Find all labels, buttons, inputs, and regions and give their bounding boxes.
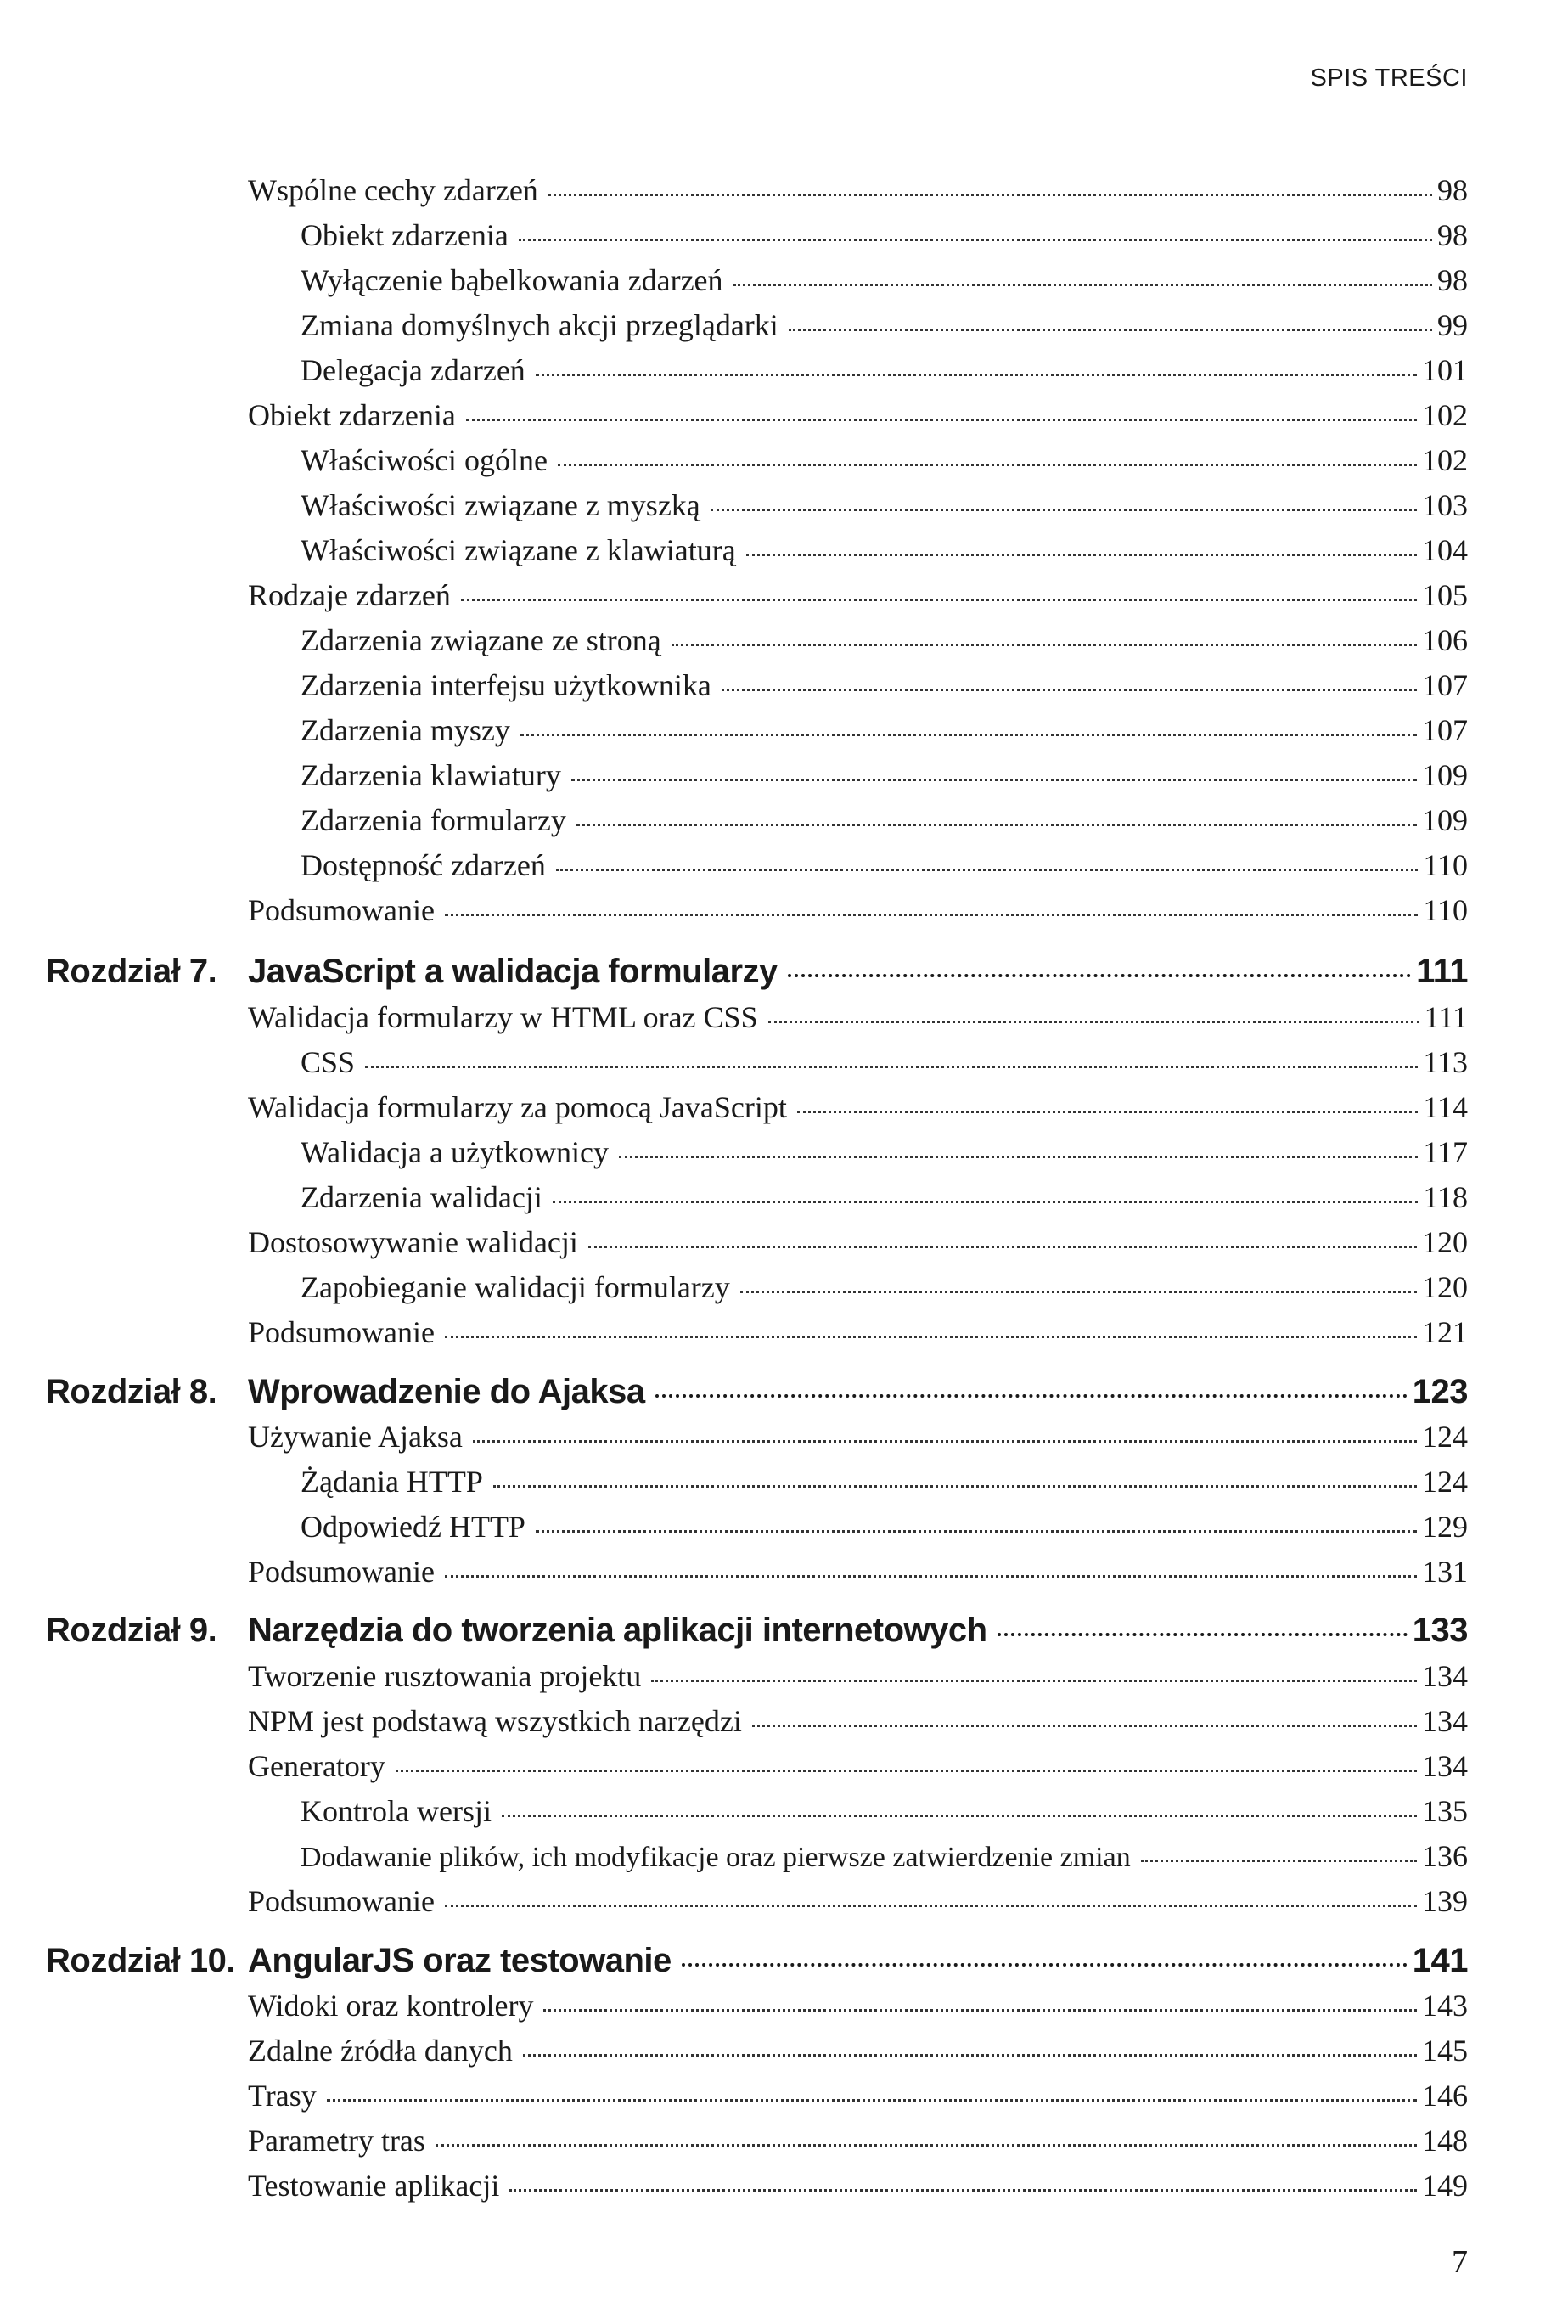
toc-entry-title: Używanie Ajaksa	[248, 1420, 463, 1454]
toc-entry-title: Właściwości związane z myszką	[301, 488, 700, 522]
chapter-page: 123	[1412, 1373, 1468, 1410]
toc-entry-page: 99	[1437, 308, 1468, 342]
toc-entry-page: 134	[1422, 1704, 1468, 1738]
toc-entry	[248, 895, 1468, 926]
toc-entry-title: Parametry tras	[248, 2124, 425, 2158]
toc-entry-page: 111	[1424, 1000, 1468, 1034]
chapter-label: Rozdział 8.	[46, 1373, 217, 1410]
toc-entry-page: 134	[1422, 1749, 1468, 1783]
dot-leader	[520, 734, 1417, 736]
toc-entry-title: Trasy	[248, 2079, 317, 2113]
toc-entry-title: Zdarzenia myszy	[301, 713, 510, 747]
toc-entry	[248, 2080, 1468, 2111]
toc-entry-title: Zdarzenia związane ze stroną	[301, 623, 661, 657]
toc-entry-page: 98	[1437, 218, 1468, 252]
toc-entry	[301, 1272, 1468, 1303]
toc-entry-title: Zdarzenia klawiatury	[301, 758, 561, 792]
toc-entry-title: Wspólne cechy zdarzeń	[248, 173, 538, 207]
toc-entry	[301, 535, 1468, 566]
dot-leader	[502, 1815, 1417, 1817]
toc-entry	[301, 355, 1468, 385]
toc-entry	[301, 1047, 1468, 1078]
toc-entry	[248, 400, 1468, 430]
dot-leader	[445, 914, 1418, 916]
chapter-label: Rozdział 10.	[46, 1942, 235, 1979]
toc-entry-title: Kontrola wersji	[301, 1794, 492, 1828]
toc-entry-page: 98	[1437, 263, 1468, 297]
toc-entry-page: 135	[1422, 1794, 1468, 1828]
dot-leader	[588, 1246, 1417, 1248]
dot-leader	[445, 1336, 1417, 1338]
chapter-title: AngularJS oraz testowanie	[248, 1942, 672, 1979]
toc-entry	[301, 1182, 1468, 1213]
running-head: SPIS TREŚCI	[1310, 65, 1468, 92]
toc-entry	[248, 1556, 1468, 1587]
chapter-label: Rozdział 7.	[46, 953, 217, 990]
toc-entry-page: 106	[1422, 623, 1468, 657]
chapter-page: 141	[1412, 1942, 1468, 1979]
toc-entry-page: 103	[1422, 488, 1468, 522]
toc-entry	[248, 1706, 1468, 1736]
toc-entry-title: Żądania HTTP	[301, 1465, 483, 1499]
toc-entry-page: 117	[1423, 1135, 1468, 1169]
toc-entry-page: 129	[1422, 1510, 1468, 1544]
toc-entry	[301, 1137, 1468, 1168]
toc-entry-title: Podsumowanie	[248, 893, 435, 927]
dot-leader	[571, 779, 1417, 781]
toc-entry-page: 134	[1422, 1659, 1468, 1693]
toc-entry-title: Testowanie aplikacji	[248, 2169, 500, 2203]
chapter-page: 133	[1412, 1612, 1468, 1649]
chapter-title: Wprowadzenie do Ajaksa	[248, 1373, 645, 1410]
toc-entry-page: 139	[1422, 1884, 1468, 1918]
dot-leader	[509, 2189, 1417, 2192]
toc-entry-title: Podsumowanie	[248, 1315, 435, 1349]
toc-entry-page: 109	[1422, 758, 1468, 792]
dot-leader	[682, 1963, 1408, 1967]
toc-entry-page: 114	[1423, 1090, 1468, 1124]
toc-chapter-entry	[248, 954, 1468, 988]
toc-entry	[248, 1092, 1468, 1123]
toc-entry-title: Dostępność zdarzeń	[301, 848, 546, 882]
dot-leader	[556, 869, 1418, 871]
toc-entry	[301, 760, 1468, 791]
chapter-title: JavaScript a walidacja formularzy	[248, 953, 778, 990]
toc-entry-title: Zapobieganie walidacji formularzy	[301, 1270, 730, 1304]
dot-leader	[519, 239, 1432, 241]
toc-entry-page: 101	[1422, 353, 1468, 387]
toc-entry-title: Delegacja zdarzeń	[301, 353, 525, 387]
toc-entry-page: 149	[1422, 2169, 1468, 2203]
toc-entry	[248, 2125, 1468, 2156]
toc-entry-title: Obiekt zdarzenia	[301, 218, 509, 252]
toc-entry	[301, 715, 1468, 746]
toc-entry	[248, 1317, 1468, 1348]
toc-entry-page: 102	[1422, 398, 1468, 432]
toc-chapter-entry	[248, 1375, 1468, 1409]
toc-entry	[248, 1002, 1468, 1033]
toc-entry-title: CSS	[301, 1045, 356, 1079]
toc-entry-page: 110	[1423, 848, 1468, 882]
toc-entry-title: Właściwości ogólne	[301, 443, 548, 477]
dot-leader	[558, 464, 1417, 466]
toc-entry	[301, 445, 1468, 475]
toc-entry-page: 136	[1422, 1839, 1468, 1873]
toc-entry	[248, 1751, 1468, 1781]
toc-entry-title: Tworzenie rusztowania projektu	[248, 1659, 642, 1693]
dot-leader	[536, 1530, 1417, 1533]
dot-leader	[536, 374, 1417, 376]
toc-entry-page: 124	[1422, 1465, 1468, 1499]
dot-leader	[722, 689, 1417, 691]
toc-entry-page: 121	[1422, 1315, 1468, 1349]
dot-leader	[788, 974, 1411, 977]
toc-entry-title: Generatory	[248, 1749, 385, 1783]
toc-entry-title: Wyłączenie bąbelkowania zdarzeń	[301, 263, 723, 297]
dot-leader	[327, 2099, 1417, 2102]
toc-entry-title: Odpowiedź HTTP	[301, 1510, 525, 1544]
dot-leader	[998, 1633, 1408, 1636]
toc-entry	[301, 310, 1468, 340]
dot-leader	[789, 329, 1432, 331]
dot-leader	[461, 599, 1417, 601]
dot-leader	[711, 509, 1417, 511]
dot-leader	[619, 1156, 1418, 1158]
toc-entry	[301, 670, 1468, 701]
toc-entry	[248, 175, 1468, 205]
toc-entry	[301, 1796, 1468, 1826]
dot-leader	[436, 2144, 1417, 2147]
toc-entry	[301, 850, 1468, 881]
toc-entry-title: Rodzaje zdarzeń	[248, 578, 451, 612]
toc-entry-page: 120	[1422, 1225, 1468, 1259]
dot-leader	[493, 1485, 1417, 1488]
chapter-title: Narzędzia do tworzenia aplikacji internetowych	[248, 1612, 987, 1649]
toc-entry-page: 145	[1422, 2034, 1468, 2068]
dot-leader	[445, 1905, 1417, 1907]
toc-entry	[248, 1661, 1468, 1691]
toc-entry-title: Walidacja formularzy w HTML oraz CSS	[248, 1000, 758, 1034]
toc-entry	[301, 805, 1468, 836]
dot-leader	[548, 194, 1432, 196]
toc-entry-page: 109	[1422, 803, 1468, 837]
toc-entry-title: Podsumowanie	[248, 1555, 435, 1589]
toc-entry-title: Obiekt zdarzenia	[248, 398, 456, 432]
dot-leader	[553, 1201, 1418, 1203]
toc-entry	[248, 1421, 1468, 1452]
dot-leader	[1141, 1860, 1417, 1862]
toc-entry-title: Zdarzenia formularzy	[301, 803, 566, 837]
toc-entry-page: 143	[1422, 1989, 1468, 2023]
dot-leader	[365, 1066, 1418, 1068]
dot-leader	[473, 1440, 1417, 1443]
toc-entry	[248, 2035, 1468, 2066]
toc-entry	[301, 265, 1468, 295]
toc-entry-page: 105	[1422, 578, 1468, 612]
dot-leader	[445, 1575, 1417, 1578]
toc-entry	[248, 1886, 1468, 1916]
toc-entry-title: Zmiana domyślnych akcji przeglądarki	[301, 308, 778, 342]
chapter-page: 111	[1416, 953, 1468, 990]
toc-entry-page: 131	[1422, 1555, 1468, 1589]
toc-entry-page: 104	[1422, 533, 1468, 567]
toc-entry	[301, 220, 1468, 250]
toc-entry-title: NPM jest podstawą wszystkich narzędzi	[248, 1704, 742, 1738]
toc-entry-title: Właściwości związane z klawiaturą	[301, 533, 736, 567]
toc-entry-page: 146	[1422, 2079, 1468, 2113]
toc-entry	[301, 490, 1468, 521]
dot-leader	[768, 1021, 1419, 1023]
chapter-label: Rozdział 9.	[46, 1612, 217, 1649]
dot-leader	[576, 824, 1417, 826]
toc-entry-page: 118	[1423, 1180, 1468, 1214]
toc-chapter-entry	[248, 1613, 1468, 1647]
toc-entry-page: 124	[1422, 1420, 1468, 1454]
toc-entry-page: 107	[1422, 668, 1468, 702]
toc-entry-page: 98	[1437, 173, 1468, 207]
toc-entry	[248, 1990, 1468, 2021]
toc-entry-title: Walidacja formularzy za pomocą JavaScript	[248, 1090, 787, 1124]
toc-entry-title: Podsumowanie	[248, 1884, 435, 1918]
toc-entry-title: Walidacja a użytkownicy	[301, 1135, 609, 1169]
dot-leader	[672, 644, 1417, 646]
toc-entry	[301, 1841, 1468, 1872]
toc-entry-page: 107	[1422, 713, 1468, 747]
toc-entry-page: 148	[1422, 2124, 1468, 2158]
toc-entry	[248, 1227, 1468, 1258]
toc-entry-page: 120	[1422, 1270, 1468, 1304]
dot-leader	[797, 1111, 1419, 1113]
toc-entry	[248, 580, 1468, 611]
toc-entry-page: 113	[1423, 1045, 1468, 1079]
toc-entry	[248, 2170, 1468, 2201]
dot-leader	[523, 2054, 1417, 2057]
dot-leader	[740, 1291, 1417, 1293]
toc-entry-title: Widoki oraz kontrolery	[248, 1989, 534, 2023]
toc-entry-page: 102	[1422, 443, 1468, 477]
toc-entry	[301, 1511, 1468, 1542]
dot-leader	[746, 554, 1417, 556]
dot-leader	[651, 1680, 1417, 1682]
page-number: 7	[1452, 2244, 1468, 2280]
toc-entry	[301, 1466, 1468, 1497]
toc-entry-page: 110	[1423, 893, 1468, 927]
toc-chapter-entry	[248, 1944, 1468, 1978]
dot-leader	[543, 2009, 1417, 2012]
dot-leader	[752, 1725, 1417, 1727]
dot-leader	[466, 419, 1417, 421]
dot-leader	[655, 1394, 1408, 1398]
toc-entry-title: Zdarzenia walidacji	[301, 1180, 542, 1214]
toc-entry-title: Zdalne źródła danych	[248, 2034, 513, 2068]
toc-entry	[301, 625, 1468, 656]
dot-leader	[396, 1770, 1417, 1772]
toc-entry-title: Zdarzenia interfejsu użytkownika	[301, 668, 711, 702]
toc-entry-title: Dostosowywanie walidacji	[248, 1225, 578, 1259]
dot-leader	[733, 284, 1432, 286]
toc-entry-title: Dodawanie plików, ich modyfikacje oraz pierwsze zatwierdzenie zmian	[301, 1842, 1131, 1873]
